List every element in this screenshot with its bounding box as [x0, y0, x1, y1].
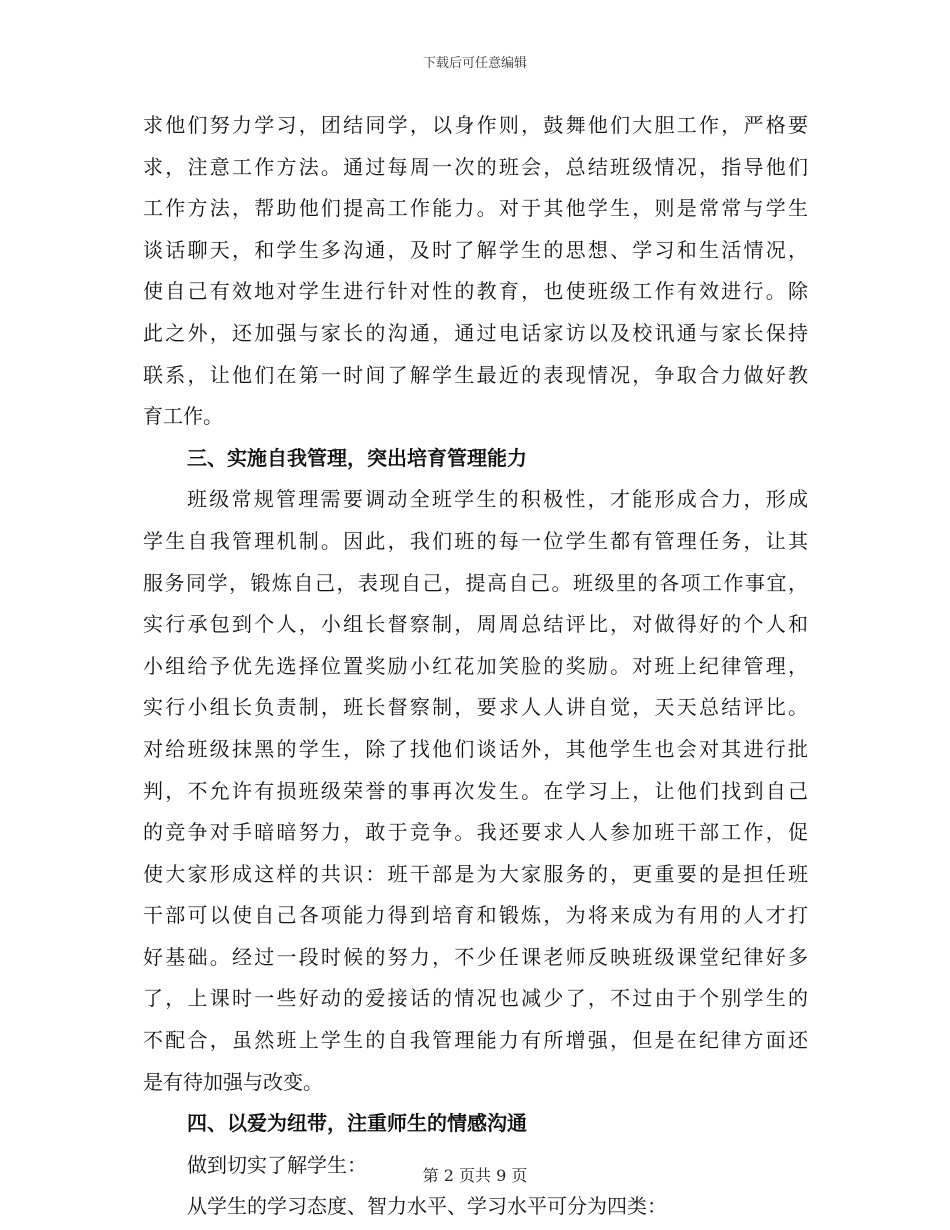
- text-line: 学生自我管理机制。因此，我们班的每一位学生都有管理任务，让其: [143, 528, 808, 553]
- text-line: 干部可以使自己各项能力得到培育和锻炼，为将来成为有用的人才打: [143, 903, 808, 928]
- text-line: 求他们努力学习，团结同学，以身作则，鼓舞他们大胆工作，严格要: [143, 113, 808, 137]
- text-line: 不配合，虽然班上学生的自我管理能力有所增强，但是在纪律方面还: [143, 1028, 808, 1053]
- text-line: 育工作。: [143, 404, 223, 429]
- text-line: 联系，让他们在第一时间了解学生最近的表现情况，争取合力做好教: [143, 362, 808, 387]
- text-line: 好基础。经过一段时候的努力，不少任课老师反映班级课堂纪律好多: [143, 944, 808, 969]
- text-line: 实行承包到个人，小组长督察制，周周总结评比，对做得好的个人和: [143, 612, 808, 637]
- page-header: 下载后可任意编辑: [422, 56, 527, 71]
- text-line: 从学生的学习态度、智力水平、学习水平可分为四类：: [187, 1194, 667, 1219]
- text-line: 班级常规管理需要调动全班学生的积极性，才能形成合力，形成: [187, 487, 808, 512]
- text-line: 求，注意工作方法。通过每周一次的班会，总结班级情况，指导他们: [143, 154, 808, 179]
- text-line: 使自己有效地对学生进行针对性的教育，也使班级工作有效进行。除: [143, 279, 808, 304]
- text-line: 了，上课时一些好动的爱接话的情况也减少了，不过由于个别学生的: [143, 986, 808, 1011]
- text-line: 的竞争对手暗暗努力，敢于竞争。我还要求人人参加班干部工作，促: [143, 820, 808, 845]
- document-body: [143, 105, 808, 1228]
- text-line: 做到切实了解学生：: [187, 1152, 367, 1177]
- text-line: 工作方法，帮助他们提高工作能力。对于其他学生，则是常常与学生: [143, 196, 808, 221]
- text-line: 小组给予优先选择位置奖励小红花加笑脸的奖励。对班上纪律管理，: [143, 653, 808, 678]
- text-line: 使大家形成这样的共识：班干部是为大家服务的，更重要的是担任班: [143, 861, 808, 886]
- text-line: 实行小组长负责制，班长督察制，要求人人讲自觉，天天总结评比。: [143, 695, 808, 720]
- text-line: 谈话聊天，和学生多沟通，及时了解学生的思想、学习和生活情况，: [143, 237, 808, 262]
- section-heading-4: 四、以爱为纽带，注重师生的情感沟通: [187, 1111, 527, 1136]
- text-line: 判，不允许有损班级荣誉的事再次发生。在学习上，让他们找到自己: [143, 778, 808, 803]
- section-heading-3: 三、实施自我管理，突出培育管理能力: [187, 445, 527, 470]
- text-line: 对给班级抹黑的学生，除了找他们谈话外，其他学生也会对其进行批: [143, 736, 808, 761]
- text-line: 服务同学，锻炼自己，表现自己，提高自己。班级里的各项工作事宜，: [143, 570, 808, 595]
- page-footer: 第 2 页共 9 页: [422, 1166, 528, 1185]
- text-line: 此之外，还加强与家长的沟通，通过电话家访以及校讯通与家长保持: [143, 320, 808, 345]
- text-line: 是有待加强与改变。: [143, 1069, 323, 1094]
